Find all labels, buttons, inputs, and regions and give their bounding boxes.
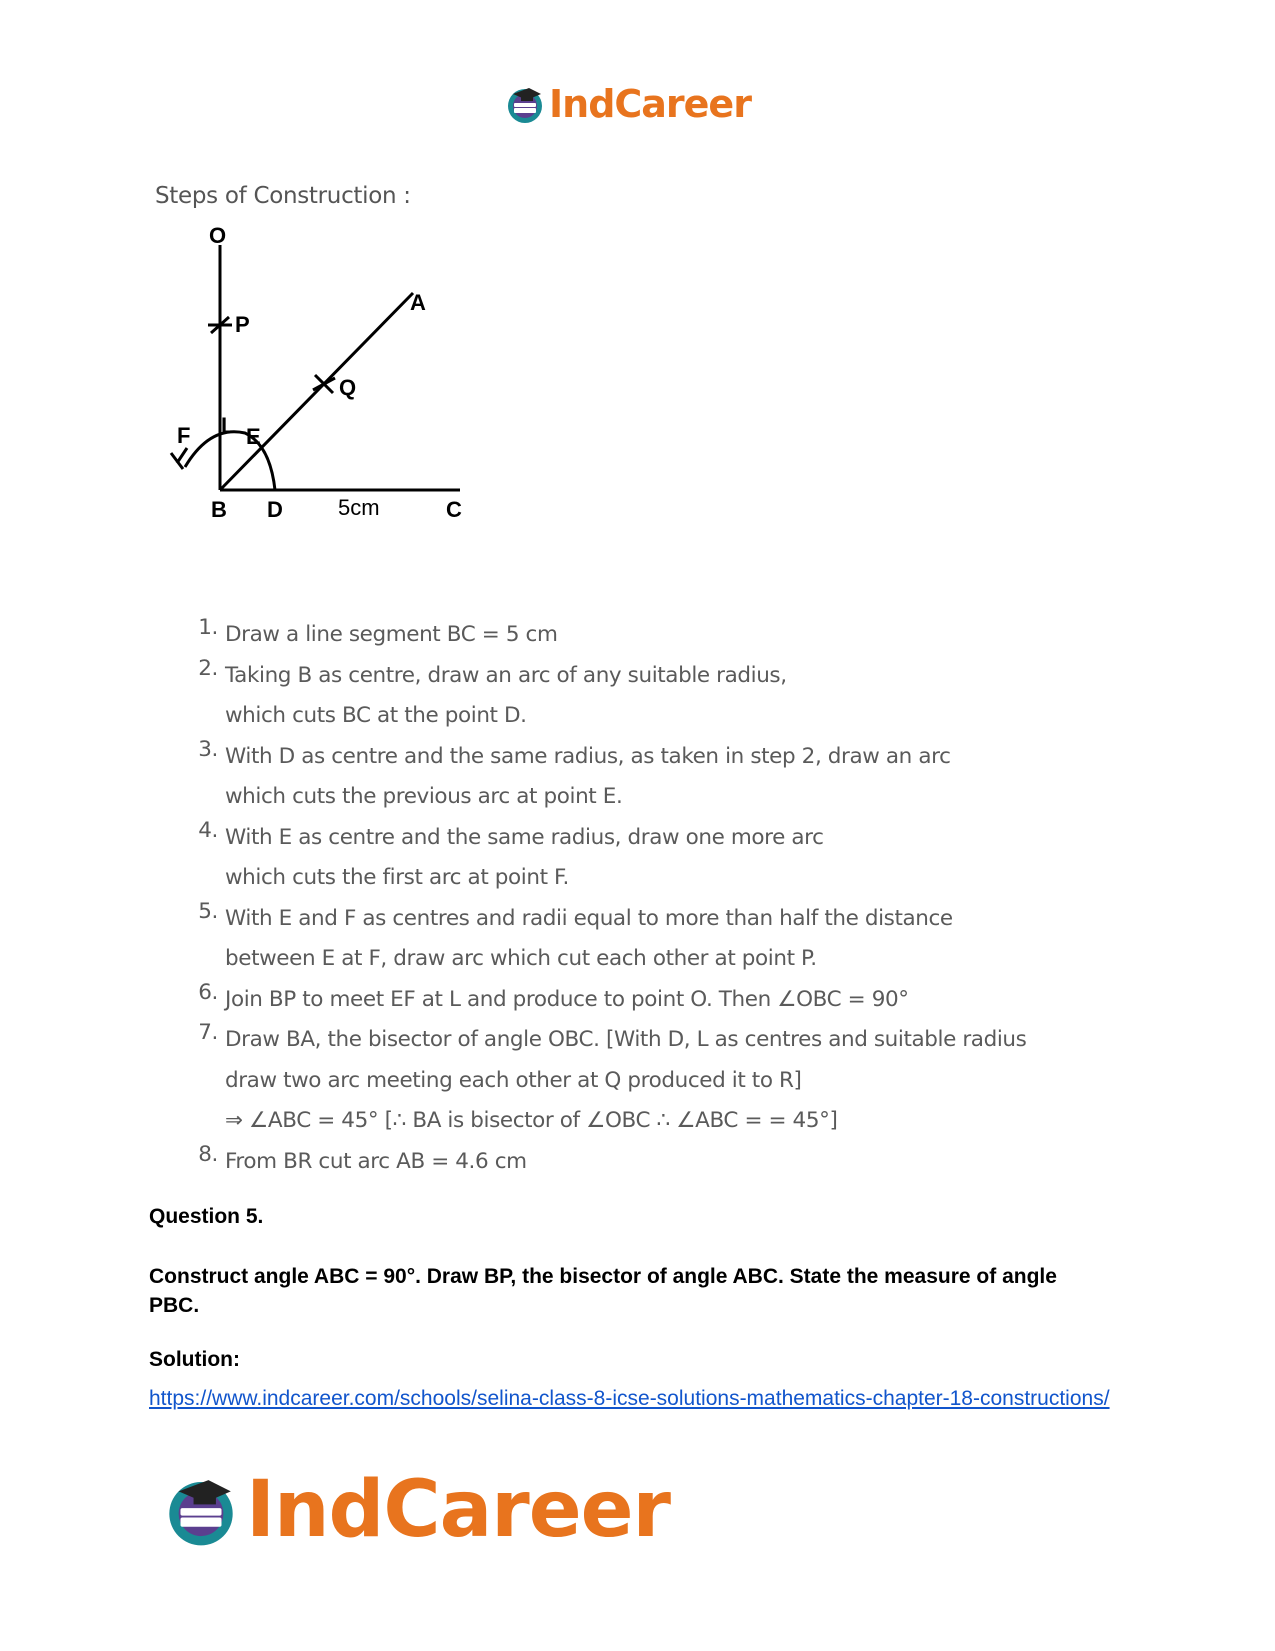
header-logo — [503, 80, 751, 128]
step-item — [180, 899, 1026, 980]
step-item — [180, 818, 1026, 899]
footer-logo — [160, 1465, 670, 1555]
step-item — [180, 1020, 1026, 1142]
step-number: 1. — [198, 615, 218, 640]
graduation-globe-icon — [160, 1469, 242, 1551]
step-number: 4. — [198, 817, 218, 843]
step-text: With E and F as centres and radii equal to more than half the distance — [225, 905, 953, 931]
question-heading: Question 5. — [149, 1205, 264, 1228]
label-o: O — [209, 225, 227, 248]
step-text: Draw BA, the bisector of angle OBC. [With D, L as centres and suitable radius — [225, 1027, 1027, 1052]
mark-f-2 — [177, 448, 187, 463]
solution-link[interactable]: https://www.indcareer.com/schools/selina-class-8-icse-solutions-mathematics-chapter-18-constructions/ — [149, 1387, 1110, 1410]
construction-diagram — [165, 225, 485, 535]
step-text: which cuts BC at the point D. — [225, 703, 527, 728]
step-number: 5. — [198, 898, 218, 924]
label-f: F — [177, 423, 191, 448]
step-text: ⇒ ∠ABC = 45° [∴ BA is bisector of ∠OBC ∴ ∠ABC = = 45°] — [225, 1108, 838, 1133]
step-text: between E at F, draw arc which cut each other at point P. — [225, 946, 817, 971]
step-item — [180, 1142, 1026, 1183]
label-a: A — [410, 290, 426, 315]
logo-text: IndCareer — [549, 82, 751, 126]
step-item — [180, 737, 1026, 818]
label-p: P — [235, 312, 250, 337]
step-text: From BR cut arc AB = 4.6 cm — [225, 1148, 527, 1174]
label-l: L — [221, 413, 235, 438]
logo-text: IndCareer — [246, 1465, 670, 1555]
label-b: B — [211, 497, 227, 522]
step-text: Draw a line segment BC = 5 cm — [225, 622, 558, 647]
step-text: With E as centre and the same radius, draw one more arc — [225, 824, 824, 850]
steps-list — [180, 615, 1026, 1182]
step-item — [180, 656, 1026, 737]
steps-heading: Steps of Construction : — [155, 183, 411, 209]
step-number: 3. — [198, 736, 218, 762]
step-text: Join BP to meet EF at L and produce to point O. Then ∠OBC = 90° — [225, 986, 909, 1012]
step-number: 8. — [198, 1141, 218, 1167]
step-text: draw two arc meeting each other at Q produced it to R] — [225, 1067, 802, 1093]
step-item — [180, 980, 1026, 1021]
step-number: 6. — [198, 979, 218, 1005]
step-number: 7. — [198, 1020, 218, 1045]
step-text: Taking B as centre, draw an arc of any suitable radius, — [225, 662, 787, 688]
step-item — [180, 615, 1026, 656]
label-d: D — [267, 497, 283, 522]
step-text: With D as centre and the same radius, as taken in step 2, draw an arc — [225, 743, 951, 769]
solution-heading: Solution: — [149, 1348, 240, 1371]
step-number: 2. — [198, 655, 218, 681]
question-text: Construct angle ABC = 90°. Draw BP, the bisector of angle ABC. State the measure of angle PBC. — [149, 1265, 1057, 1317]
step-text: which cuts the first arc at point F. — [225, 865, 569, 890]
label-length: 5cm — [338, 495, 380, 520]
graduation-globe-icon — [503, 82, 547, 126]
label-e: E — [246, 424, 261, 449]
label-q: Q — [339, 375, 357, 400]
step-text: which cuts the previous arc at point E. — [225, 784, 623, 809]
label-c: C — [446, 497, 462, 522]
